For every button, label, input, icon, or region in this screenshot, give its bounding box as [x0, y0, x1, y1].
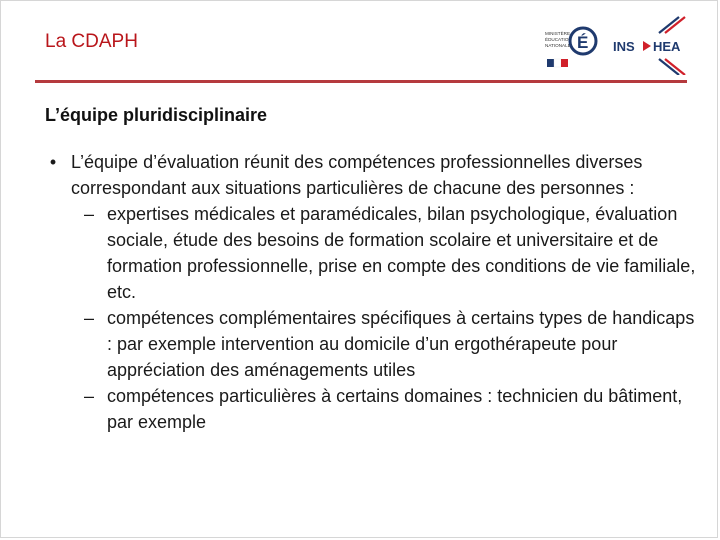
list-item [71, 305, 699, 383]
svg-text:ÉDUCATION: ÉDUCATION [545, 37, 572, 42]
svg-text:HEA: HEA [653, 39, 681, 54]
bullet-item [35, 149, 699, 435]
sub-list [71, 201, 699, 435]
header-divider [35, 80, 687, 83]
slide-content [35, 149, 699, 435]
svg-text:INS: INS [613, 39, 635, 54]
list-item [71, 201, 699, 305]
bullet-text: L’équipe d’évaluation réunit des compétences professionnelles diverses correspondant aux situations particulières de chacune des personnes : [71, 152, 643, 198]
ministry-education-logo [545, 19, 601, 73]
header-title: La CDAPH [45, 31, 138, 52]
dash-symbol: – [83, 386, 94, 406]
list-item [71, 383, 699, 435]
sub-item-text: compétences particulières à certains domaines : technicien du bâtiment, par exemple [107, 386, 683, 432]
svg-text:NATIONALE: NATIONALE [545, 43, 571, 48]
dash-symbol: – [83, 204, 94, 224]
bullet-symbol: • [49, 152, 57, 172]
slide-subtitle: L’équipe pluridisciplinaire [45, 105, 268, 125]
svg-text:MINISTÈRE: MINISTÈRE [545, 31, 571, 36]
sub-item-text: compétences complémentaires spécifiques à certains types de handicaps : par exemple intervention au domicile d’un ergothérapeute pour appréciation des aménagements utiles [107, 308, 695, 380]
ins-hea-logo [609, 15, 691, 75]
sub-item-text: expertises médicales et paramédicales, bilan psychologique, évaluation sociale, étude des besoins de formation scolaire et universitaire et de formation professionnelle, prise en compte des conditions de vie familiale, etc. [107, 204, 696, 302]
svg-text:É: É [577, 33, 589, 52]
dash-symbol: – [83, 308, 94, 328]
